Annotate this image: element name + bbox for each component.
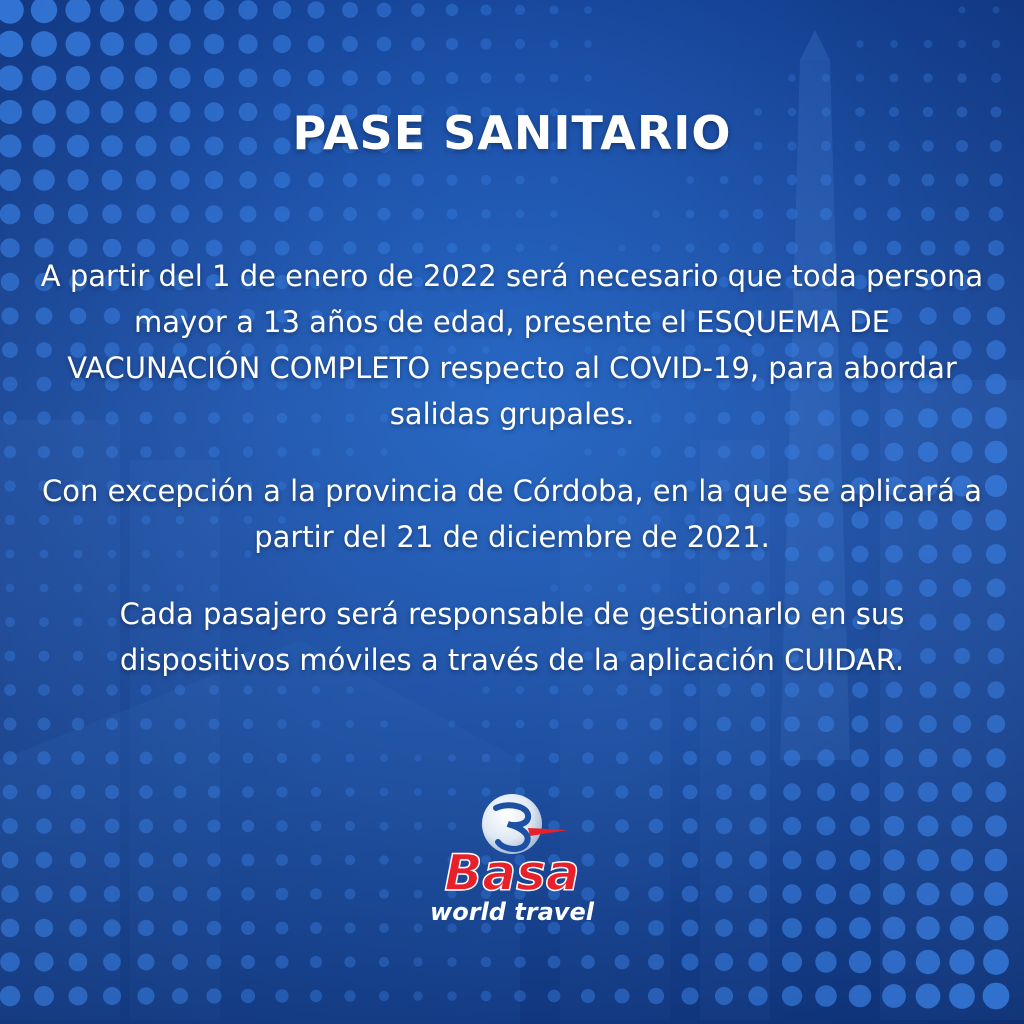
svg-text:Basa: Basa bbox=[444, 844, 580, 902]
paragraph-vaccination-requirement: A partir del 1 de enero de 2022 será necesario que toda persona mayor a 13 años de edad, presente el ESQUEMA DE VACUNACIÓN COMPLETO respecto al COVID-19, para abordar salidas grupales. bbox=[40, 259, 984, 431]
page-title: PASE SANITARIO bbox=[292, 106, 732, 160]
logo-tagline: world travel bbox=[430, 898, 594, 926]
paragraph-cordoba-exception: Con excepción a la provincia de Córdoba, en la que se aplicará a partir del 21 de diciembre de 2021. bbox=[41, 474, 982, 554]
paragraph-passenger-responsibility: Cada pasajero será responsable de gestionarlo en sus dispositivos móviles a través de la aplicación CUIDAR. bbox=[119, 597, 905, 677]
